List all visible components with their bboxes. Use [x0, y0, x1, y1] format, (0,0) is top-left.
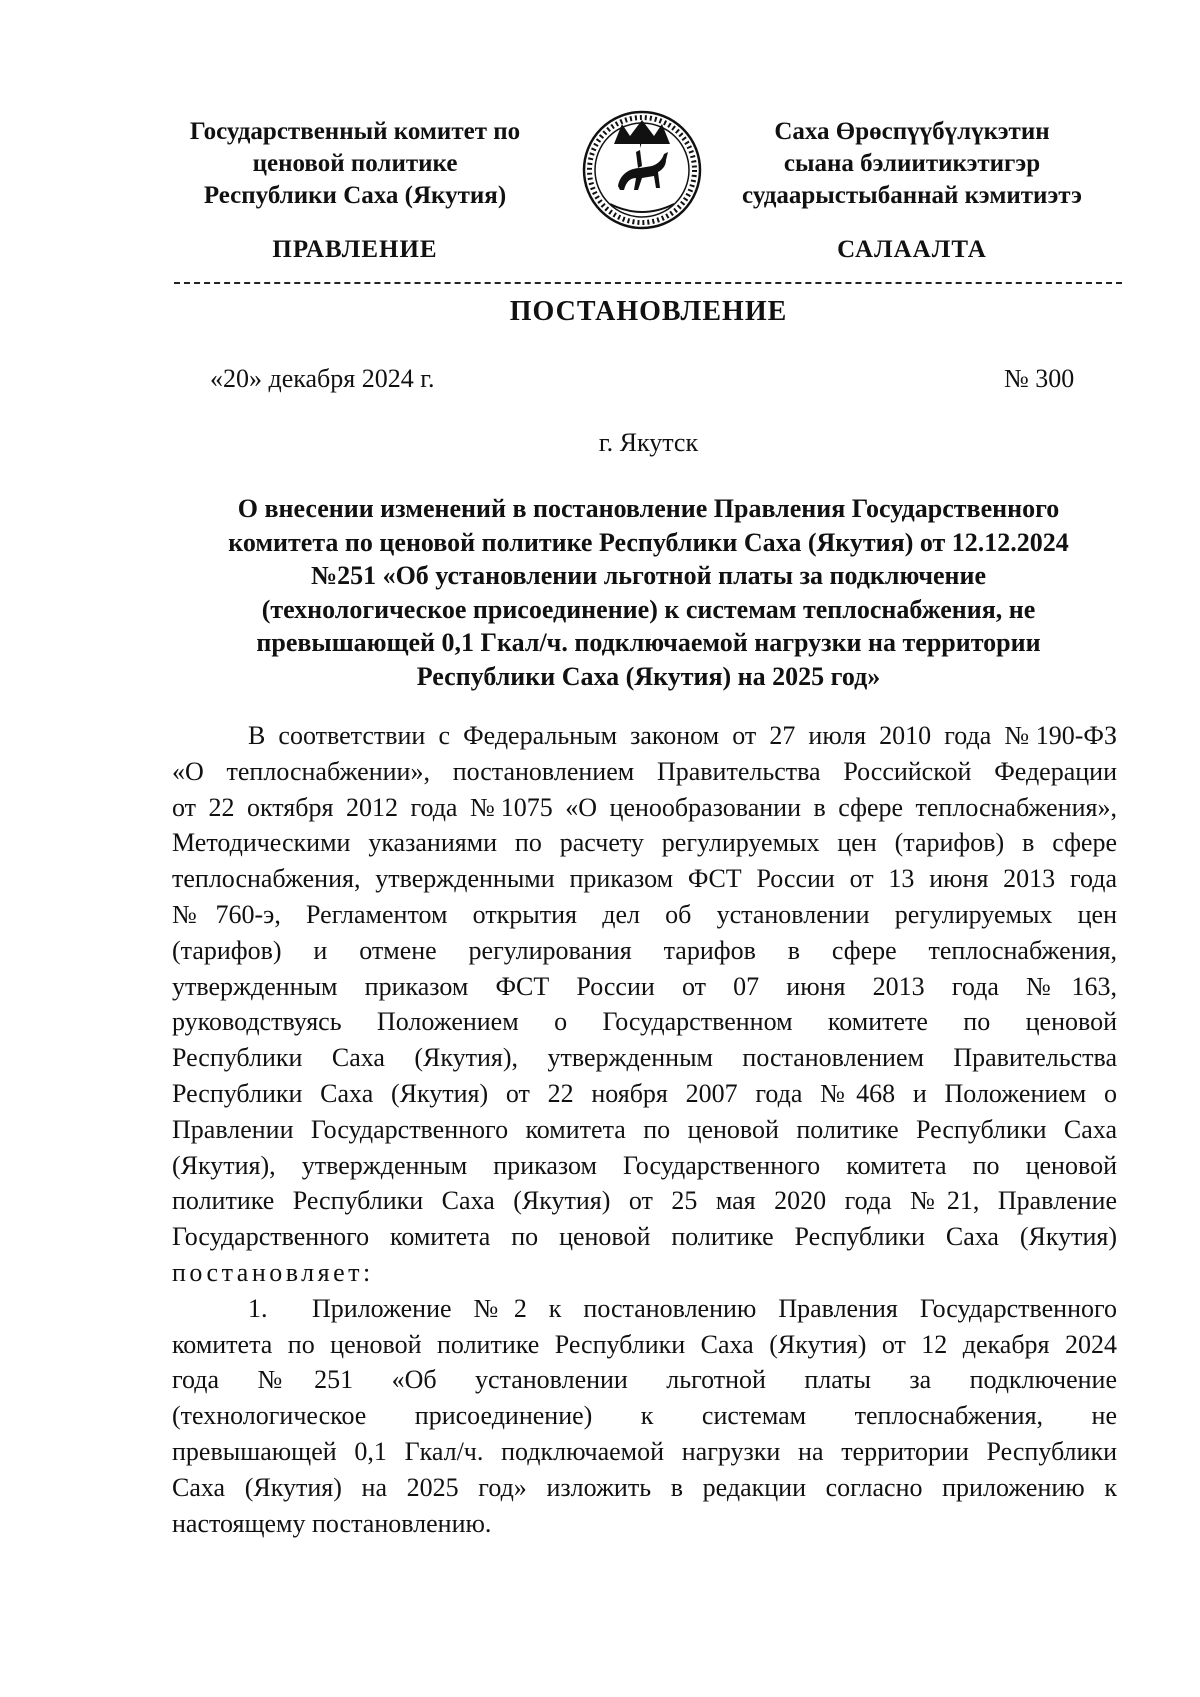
- header-right-line: сыана бэлиитикэтигэр: [783, 150, 1041, 177]
- title-line: превышающей 0,1 Гкал/ч. подключаемой нагрузки на территории: [256, 628, 1041, 657]
- title-line: №251 «Об установлении льготной платы за подключение: [310, 561, 987, 590]
- resolves-word: постановляет:: [172, 1257, 374, 1287]
- document-title: [160, 492, 1137, 693]
- preamble-line: «О теплоснабжении», постановлением Правительства Российской Федерации: [172, 756, 1117, 786]
- preamble-line: политике Республики Саха (Якутия) от 25 мая 2020 года №21, Правление: [172, 1186, 1117, 1216]
- preamble-line: Республики Саха (Якутия) от 22 ноября 2007 года №468 и Положением о: [172, 1078, 1117, 1108]
- header-right-line: Саха Өрөспүүбүлүкэтин: [774, 118, 1050, 145]
- preamble-line: от 22 октября 2012 года №1075 «О ценообразовании в сфере теплоснабжения»,: [172, 792, 1117, 822]
- preamble-line: Государственного комитета по ценовой политике Республики Саха (Якутия): [172, 1222, 1117, 1252]
- header-right-line: судаарыстыбаннай кэмитиэтэ: [742, 182, 1082, 209]
- item-1-number: 1.: [248, 1293, 268, 1323]
- header-left-block: [150, 116, 560, 212]
- item-1-line: года №251 «Об установлении льготной платы за подключение: [172, 1365, 1117, 1395]
- item-1-line: комитета по ценовой политике Республики Саха (Якутия) от 12 декабря 2024: [172, 1329, 1117, 1359]
- preamble-line: В соответствии с Федеральным законом от 27 июля 2010 года №190-ФЗ: [248, 721, 1117, 750]
- item-1-line: превышающей 0,1 Гкал/ч. подключаемой нагрузки на территории Республики: [172, 1436, 1117, 1466]
- title-line: (технологическое присоединение) к системам теплоснабжения, не: [261, 594, 1036, 624]
- preamble-line: теплоснабжения, утвержденными приказом ФСТ России от 13 июня 2013 года: [172, 864, 1117, 894]
- title-line: Республики Саха (Якутия) на 2025 год»: [416, 661, 881, 691]
- preamble-line: Правлении Государственного комитета по ценовой политике Республики Саха: [172, 1114, 1117, 1144]
- preamble-line: (тарифов) и отмене регулирования тарифов в сфере теплоснабжения,: [172, 935, 1117, 965]
- header-left-line: ценовой политике: [252, 150, 458, 177]
- preamble-line: утвержденным приказом ФСТ России от 07 июня 2013 года №163,: [172, 971, 1117, 1001]
- preamble-line: (Якутия), утвержденным приказом Государственного комитета по ценовой: [172, 1150, 1117, 1180]
- document-type: ПОСТАНОВЛЕНИЕ: [509, 296, 788, 327]
- board-title-ru: ПРАВЛЕНИЕ: [272, 236, 438, 263]
- header-left-line: Государственный комитет по: [189, 118, 521, 145]
- preamble-line: Методическими указаниями по расчету регулируемых цен (тарифов) в сфере: [172, 828, 1117, 858]
- header-left-line: Республики Саха (Якутия): [203, 182, 507, 209]
- title-line: комитета по ценовой политике Республики Саха (Якутия) от 12.12.2024: [228, 527, 1069, 557]
- document-city: г. Якутск: [598, 428, 699, 457]
- document-date: «20» декабря 2024 г.: [210, 364, 435, 393]
- sakha-coat-of-arms-icon: [580, 108, 704, 232]
- preamble-line: Республики Саха (Якутия), утвержденным постановлением Правительства: [172, 1043, 1117, 1073]
- item-1-line: настоящему постановлению.: [172, 1508, 492, 1538]
- document-number: № 300: [1004, 364, 1075, 393]
- item-1-first-line: [172, 1291, 1117, 1327]
- dashed-divider: [174, 282, 1122, 284]
- document-body: [172, 718, 1117, 1541]
- item-1-line: (технологическое присоединение) к системам теплоснабжения, не: [172, 1401, 1117, 1431]
- header-right-block: [722, 116, 1102, 212]
- board-title-sakha: САЛААЛТА: [837, 236, 987, 263]
- item-1-lead: Приложение №2 к постановлению Правления Государственного: [312, 1293, 1117, 1323]
- title-line: О внесении изменений в постановление Правления Государственного: [237, 494, 1060, 523]
- item-1-line: Саха (Якутия) на 2025 год» изложить в редакции согласно приложению к: [172, 1472, 1117, 1502]
- preamble-line: руководствуясь Положением о Государственном комитете по ценовой: [172, 1007, 1117, 1037]
- preamble-line: №760-э, Регламентом открытия дел об установлении регулируемых цен: [172, 899, 1117, 929]
